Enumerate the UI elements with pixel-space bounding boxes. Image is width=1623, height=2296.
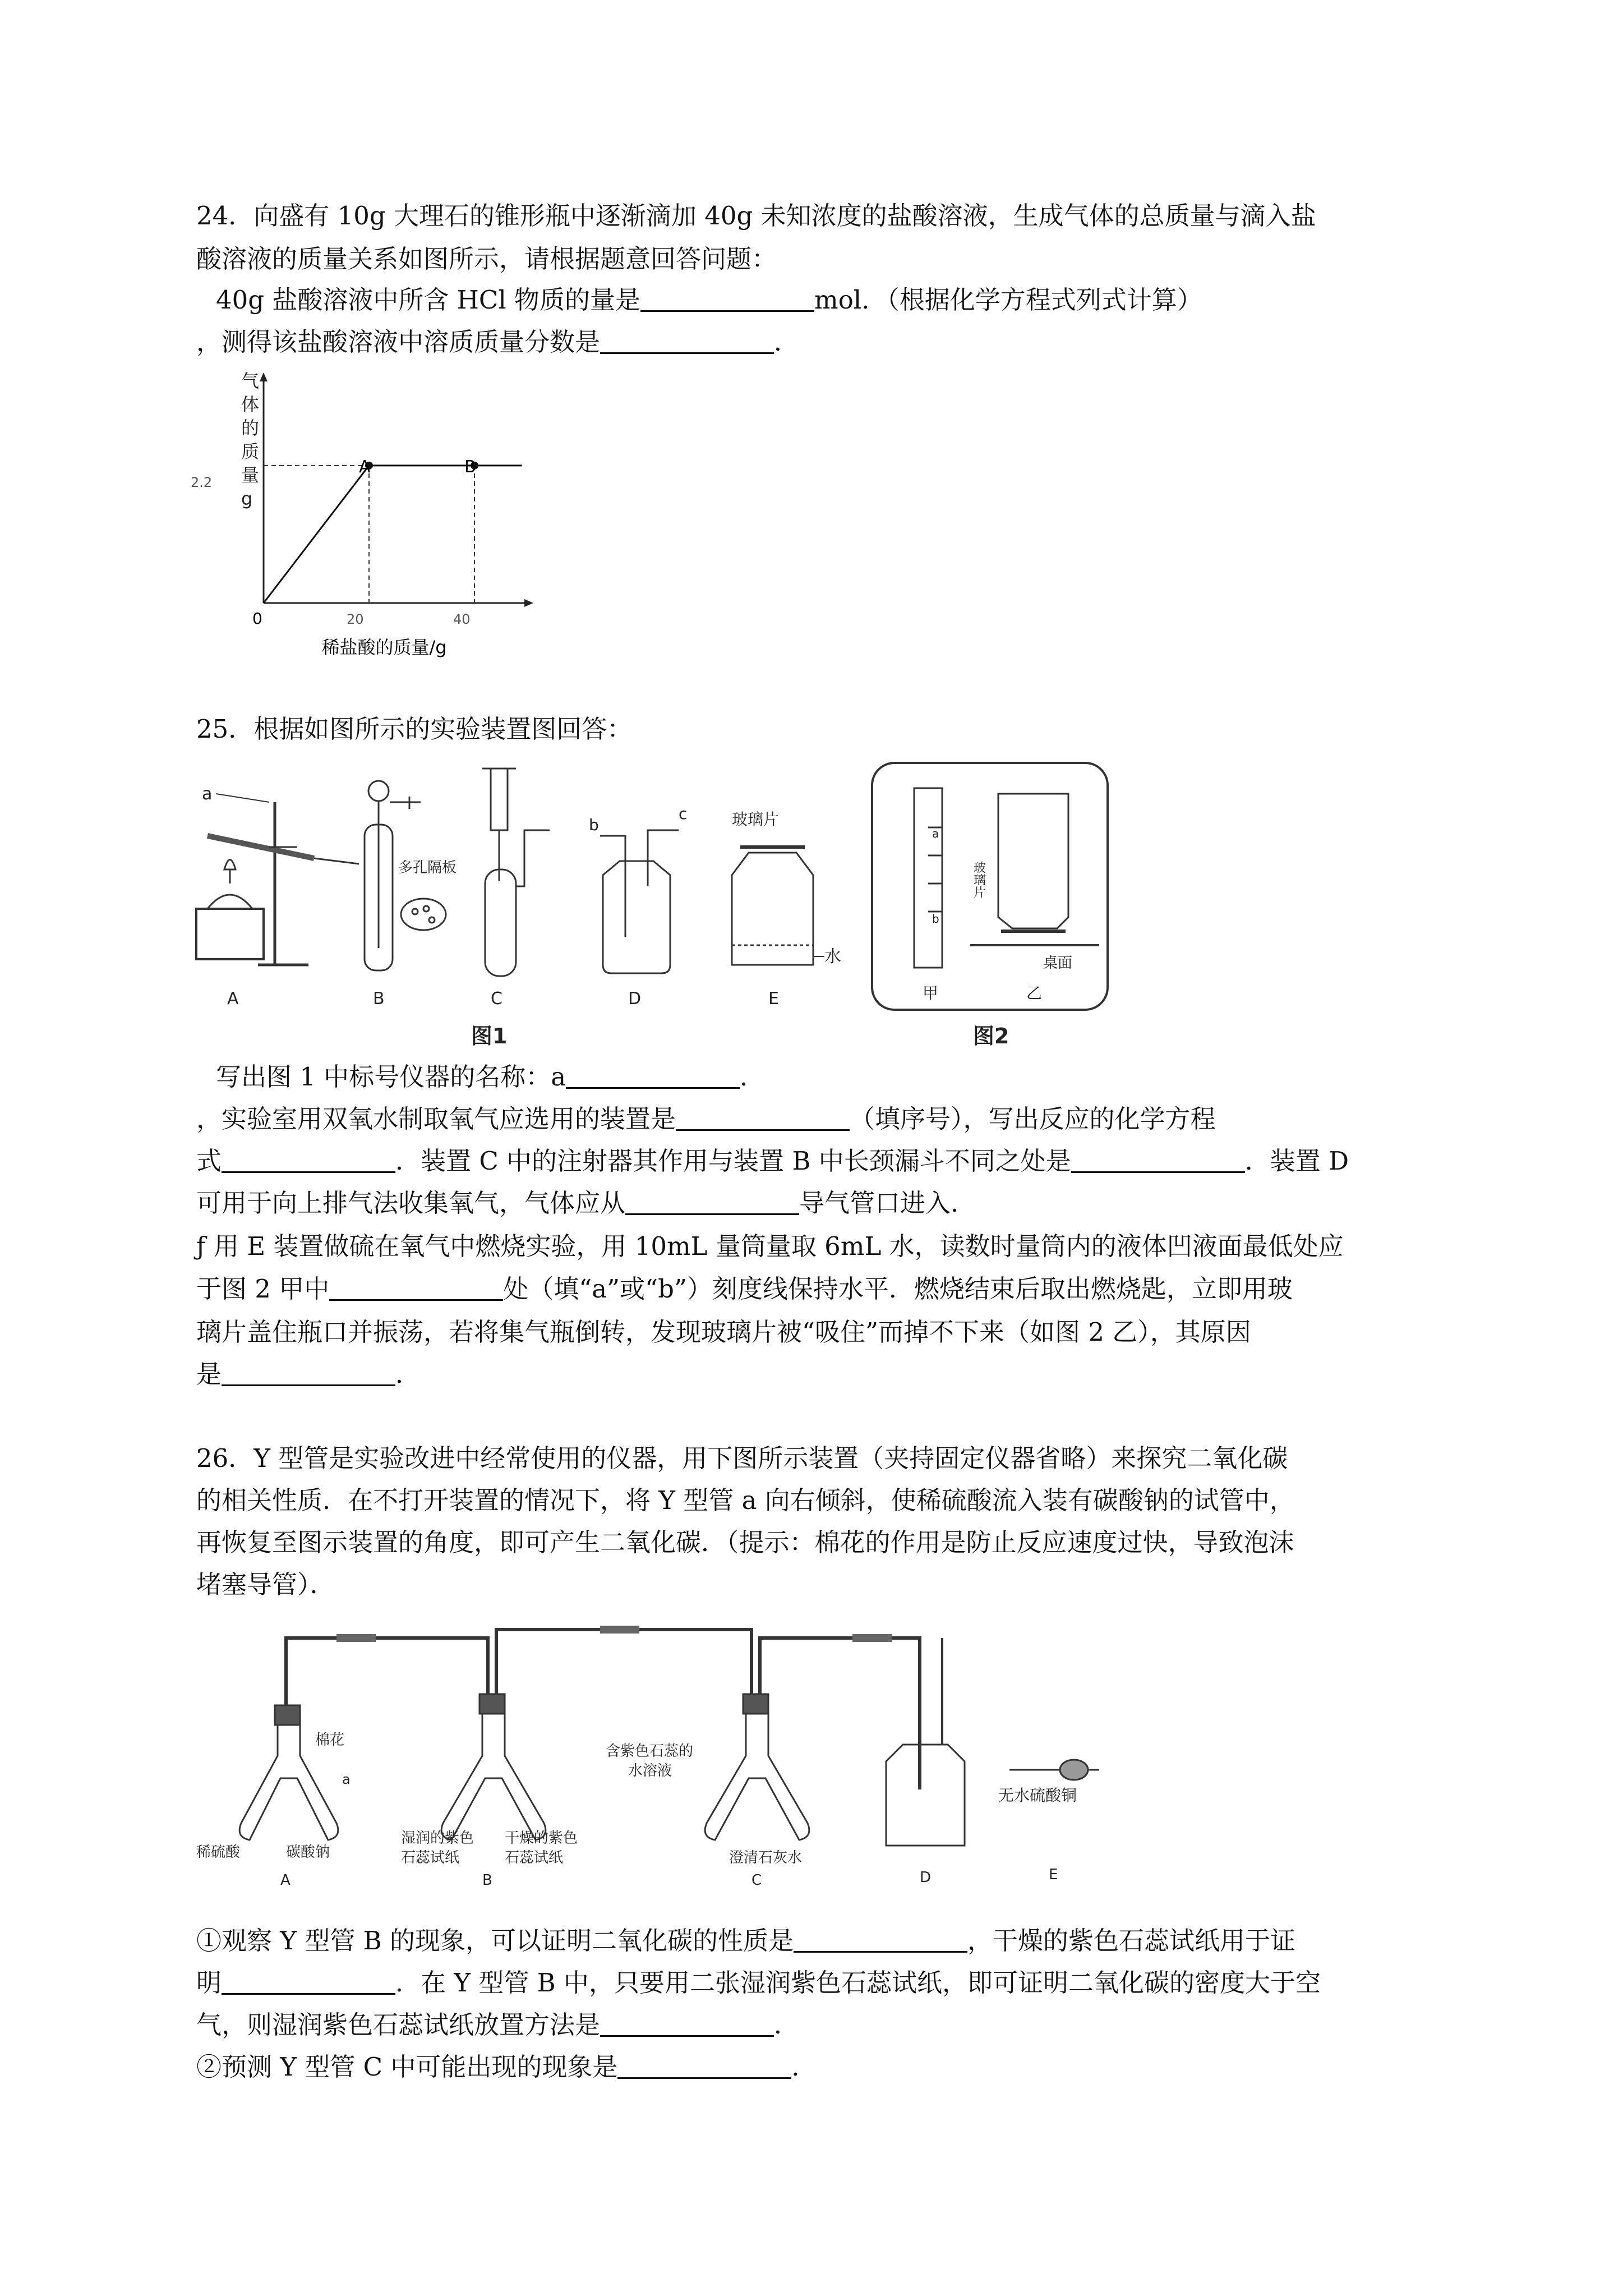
- y-label-char: 量: [241, 464, 260, 486]
- q26-property-blank[interactable]: [794, 1926, 967, 1953]
- fig3-label-D: D: [920, 1869, 932, 1886]
- q26-line-1: 26．Y 型管是实验改进中经常使用的仪器，用下图所示装置（夹持固定仪器省略）来探究二氧化碳: [196, 1443, 1288, 1473]
- figure-1: [185, 757, 847, 1049]
- graph-origin-label: 0: [252, 609, 262, 628]
- q26-period-2: ．: [791, 2052, 817, 2082]
- q26-property-tail: ，干燥的紫色石蕊试纸用于证: [967, 1926, 1296, 1955]
- q24-graph: [168, 365, 561, 668]
- fig2-yi: 乙: [1026, 984, 1043, 1002]
- fig3-bottle-d: [886, 1638, 965, 1886]
- graph-point-a-label: A: [359, 457, 371, 477]
- fig1-e-water: 水: [824, 947, 841, 967]
- fig3-dry-1: 干燥的紫色: [505, 1830, 578, 1847]
- fig2-caption: 图2: [973, 1024, 1009, 1048]
- q25-line-3: [196, 1102, 1216, 1136]
- q24-hcl-answer-blank[interactable]: [640, 286, 814, 312]
- y-label-char: 体: [241, 394, 260, 415]
- fig2-glass: 玻璃片: [971, 861, 986, 898]
- graph-y-arrow: [260, 372, 268, 381]
- fig3-acid: 稀硫酸: [196, 1844, 241, 1861]
- q26-prove-tail: ．在 Y 型管 B 中，只要用二张湿润紫色石蕊试纸，即可证明二氧化碳的密度大于空: [395, 1968, 1321, 1998]
- fig2-cylinder: [914, 788, 942, 968]
- graph-x-tick-b: 40: [453, 611, 471, 627]
- q26-line-8: [196, 2050, 817, 2084]
- fig3-wet-1: 湿润的紫色: [401, 1830, 474, 1847]
- figure-3: [191, 1616, 1155, 1890]
- fig1-label-C: C: [491, 989, 502, 1009]
- q26-placement-blank[interactable]: [600, 2010, 774, 2037]
- apparatus-a: [196, 784, 359, 1009]
- q25-device-d: ．装置 D: [1244, 1146, 1349, 1176]
- graph-y-label: [241, 370, 259, 509]
- q25-scale-blank[interactable]: [329, 1274, 503, 1301]
- q25-equation-blank[interactable]: [222, 1147, 395, 1173]
- fig3-label-B: B: [482, 1872, 492, 1889]
- fig3-label-A: A: [280, 1872, 291, 1889]
- apparatus-d: [589, 804, 687, 1009]
- graph-x-label: 稀盐酸的质量/g: [321, 637, 447, 658]
- fig3-tube-bc: [496, 1630, 751, 1694]
- q26-line-5: [196, 1924, 1295, 1958]
- fig3-y-tube-a: [196, 1705, 351, 1889]
- q25-line-6: ƒ 用 E 装置做硫在氧气中燃烧实验，用 10mL 量筒量取 6mL 水，读数时量筒内的液体凹液面最低处应: [196, 1231, 1344, 1261]
- q25-eq-prefix: 式: [196, 1146, 222, 1176]
- fig1-e-glass: 玻璃片: [732, 810, 780, 829]
- q24-fraction-prompt: ，测得该盐酸溶液中溶质质量分数是: [196, 327, 601, 357]
- q24-graph-svg: [168, 365, 561, 668]
- graph-point-b-label: B: [464, 457, 476, 477]
- q26-period-1: ．: [774, 2010, 800, 2040]
- q24-line-2: 酸溶液的质量关系如图所示，请根据题意回答问题：: [196, 244, 777, 274]
- apparatus-c: [482, 769, 550, 1009]
- q24-hcl-unit: mol．（根据化学方程式列式计算）: [814, 285, 1202, 315]
- q24-line-1: 24．向盛有 10g 大理石的锥形瓶中逐渐滴加 40g 未知浓度的盐酸溶液，生成气体的总质量与滴入盐: [196, 201, 1316, 231]
- q25-line-4: [196, 1144, 1349, 1178]
- fig3-wet-2: 石蕊试纸: [401, 1849, 460, 1866]
- fig3-cuso4-e: [998, 1760, 1099, 1883]
- graph-x-arrow: [524, 599, 533, 607]
- q25-name-prompt: 写出图 1 中标号仪器的名称：a: [216, 1062, 566, 1092]
- q25-line-9: [196, 1358, 421, 1391]
- q25-syringe-prompt: ．装置 C 中的注射器其作用与装置 B 中长颈漏斗不同之处是: [395, 1146, 1071, 1176]
- fig2-jia: 甲: [923, 984, 939, 1002]
- fig3-tube-ab: [286, 1638, 488, 1705]
- fig2-gas-bottle: [998, 794, 1068, 928]
- q25-tube-prompt: 可用于向上排气法收集氧气，气体应从: [196, 1188, 626, 1218]
- q24-line-3: [216, 283, 1202, 317]
- q26-placement-prompt: 气，则湿润紫色石蕊试纸放置方法是: [196, 2010, 601, 2040]
- fig2-b: b: [932, 912, 939, 926]
- fig3-litmus-2: 水溶液: [628, 1763, 672, 1779]
- q25-scale-prompt: 于图 2 甲中: [196, 1274, 330, 1304]
- graph-marks: [264, 462, 522, 603]
- fig3-y-tube-c: [606, 1694, 809, 1889]
- q26-predict-blank[interactable]: [617, 2053, 791, 2079]
- fig1-label-B: B: [373, 989, 385, 1009]
- graph-x-tick-a: 20: [347, 611, 364, 627]
- q25-tube-blank[interactable]: [625, 1189, 799, 1215]
- fig1-d-c: c: [679, 804, 688, 823]
- q25-line-1: 25．根据如图所示的实验装置图回答：: [196, 714, 633, 744]
- q24-period: ．: [774, 327, 800, 357]
- q25-reason-blank[interactable]: [222, 1360, 395, 1386]
- fig1-caption: 图1: [471, 1024, 508, 1048]
- figure-2-svg: [869, 760, 1116, 1052]
- graph-y-tick: 2.2: [191, 475, 213, 490]
- fig3-cuso4: 无水硫酸铜: [998, 1786, 1077, 1805]
- fig2-table: 桌面: [1043, 955, 1073, 972]
- fig1-label-a: a: [202, 784, 213, 804]
- fig1-label-D: D: [628, 989, 642, 1009]
- q25-line-2: [216, 1060, 765, 1094]
- q25-reason-prefix: 是: [196, 1359, 222, 1389]
- q26-line-4: 堵塞导管）．: [196, 1570, 335, 1599]
- fig3-label-E: E: [1049, 1866, 1058, 1883]
- q26-predict-prompt: ②预测 Y 型管 C 中可能出现的现象是: [196, 2052, 618, 2082]
- figure-2: [869, 760, 1116, 1052]
- q25-scale-tail: 处（填“a”或“b”）刻度线保持水平．燃烧结束后取出燃烧匙，立即用玻: [503, 1274, 1293, 1304]
- fig1-d-b: b: [589, 816, 599, 834]
- q26-line-7: [196, 2008, 799, 2042]
- fig3-tube-cd: [760, 1638, 920, 1789]
- q25-name-a-blank[interactable]: [566, 1062, 740, 1089]
- fig3-lime: 澄清石灰水: [729, 1849, 803, 1866]
- series-line: [264, 466, 522, 603]
- fig3-litmus-1: 含紫色石蕊的: [606, 1743, 694, 1760]
- q26-line-3: 再恢复至图示装置的角度，即可产生二氧化碳．（提示：棉花的作用是防止反应速度过快，导致泡沫: [196, 1527, 1294, 1557]
- fig3-cotton: 棉花: [315, 1732, 345, 1749]
- figure-3-svg: [191, 1616, 1155, 1890]
- q25-device-tail: （填序号），写出反应的化学方程: [850, 1104, 1216, 1134]
- q25-syringe-blank[interactable]: [1071, 1147, 1245, 1173]
- q26-line-6: [196, 1966, 1321, 2000]
- y-label-char: 气: [241, 370, 260, 392]
- q25-line-7: [196, 1272, 1293, 1306]
- q24-fraction-answer-blank[interactable]: [600, 328, 774, 354]
- fig3-dry-2: 石蕊试纸: [505, 1849, 564, 1866]
- fig1-label-A: A: [227, 989, 239, 1009]
- q25-device-prompt: ，实验室用双氧水制取氧气应选用的装置是: [196, 1104, 676, 1134]
- q25-line-5: [196, 1186, 976, 1220]
- fig3-label-C: C: [751, 1872, 762, 1889]
- fig1-label-E: E: [768, 989, 779, 1009]
- y-label-char: 质: [241, 441, 260, 462]
- q25-device-blank[interactable]: [676, 1105, 850, 1131]
- fig1-b-note: 多孔隔板: [398, 859, 457, 876]
- q25-tube-tail: 导气管口进入．: [799, 1188, 976, 1218]
- q26-prove-prefix: 明: [196, 1968, 222, 1998]
- q26-property-prompt: ①观察 Y 型管 B 的现象，可以证明二氧化碳的性质是: [196, 1926, 794, 1955]
- q26-line-2: 的相关性质．在不打开装置的情况下，将 Y 型管 a 向右倾斜，使稀硫酸流入装有碳酸钠的试管中，: [196, 1485, 1295, 1515]
- apparatus-e: [732, 810, 841, 1009]
- apparatus-b: [365, 781, 457, 1009]
- figure-1-svg: [185, 757, 847, 1049]
- q25-line-8: 璃片盖住瓶口并振荡，若将集气瓶倒转，发现玻璃片被“吸住”而掉不下来（如图 2 乙），其原因: [196, 1317, 1251, 1347]
- fig3-carbonate: 碳酸钠: [286, 1844, 330, 1861]
- q25-period-2: ．: [395, 1359, 421, 1389]
- q24-hcl-prompt: 40g 盐酸溶液中所含 HCl 物质的量是: [216, 285, 641, 315]
- q25-period-1: ．: [740, 1062, 766, 1092]
- q24-line-4: [196, 325, 799, 359]
- fig3-y-tube-b: [401, 1694, 578, 1889]
- q26-prove-blank[interactable]: [222, 1968, 395, 1995]
- fig2-a: a: [932, 827, 939, 840]
- y-label-char: 的: [241, 417, 260, 439]
- fig3-a: a: [342, 1772, 351, 1787]
- y-label-char: g: [241, 488, 253, 509]
